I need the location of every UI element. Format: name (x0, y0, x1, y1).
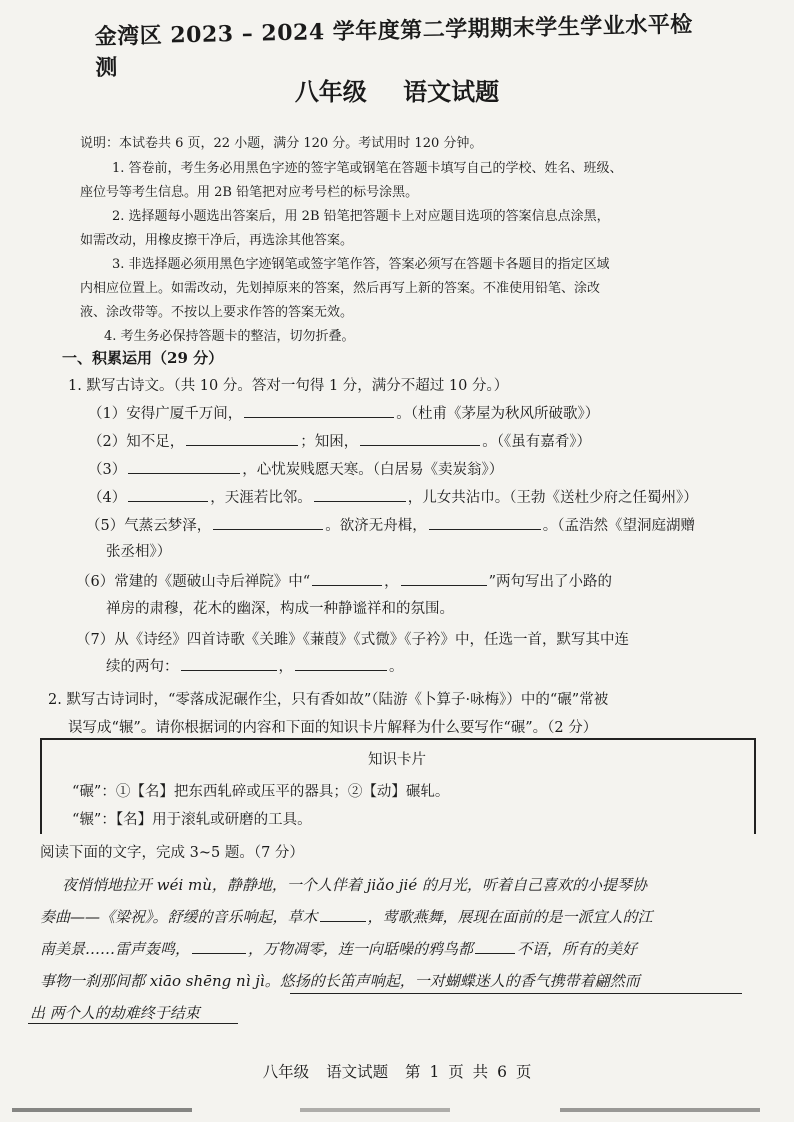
q1-1-text-b: 。（杜甫《茅屋为秋风所破歌》） (396, 406, 600, 422)
passage-line-2 (40, 906, 653, 927)
answer-blank[interactable] (128, 500, 208, 502)
section-1-title: 一、积累运用（29 分） (62, 349, 224, 367)
instructions-intro: 说明：本试卷共 6 页，22 小题，满分 120 分。考试用时 120 分钟。 (80, 136, 483, 151)
q1-5-text-c: 。（孟浩然《望洞庭湖赠 (542, 518, 695, 534)
answer-blank[interactable] (295, 669, 387, 671)
footer-grade: 八年级 (262, 1063, 310, 1081)
q1-7-text-c: ， (278, 659, 293, 675)
instruction-3b: 内相应位置上。如需改动，先划掉原来的答案，然后再写上新的答案。不准使用铅笔、涂改 (80, 281, 601, 296)
q1-6-text-c: ”两句写出了小路的 (488, 574, 613, 590)
instruction-3a: 3. 非选择题必须用黑色字迹钢笔或签字笔作答，答案必须写在答题卡各题目的指定区域 (112, 257, 610, 272)
instruction-1b: 座位号等考生信息。用 2B 铅笔把对应考号栏的标号涂黑。 (80, 185, 419, 200)
answer-blank[interactable] (314, 500, 406, 502)
knowledge-card-title: 知识卡片 (368, 752, 426, 768)
answer-blank[interactable] (181, 669, 277, 671)
answer-blank[interactable] (128, 472, 240, 474)
answer-blank[interactable] (320, 920, 366, 922)
q1-item-7: （7）从《诗经》四首诗歌《关雎》《蒹葭》《式微》《子衿》中，任选一首，默写其中连 (76, 632, 629, 648)
q1-6-text-b: ， (384, 574, 399, 590)
answer-blank[interactable] (312, 584, 382, 586)
subject-label: 语文试题 (403, 77, 500, 106)
q1-3-text-b: ，心忧炭贱愿天寒。（白居易《卖炭翁》） (242, 462, 504, 478)
q1-item-6-cont: 禅房的肃穆，花木的幽深，构成一种静谧祥和的氛围。 (106, 601, 454, 617)
scan-artifact (12, 1108, 192, 1112)
answer-blank[interactable] (244, 416, 394, 418)
q1-1-text-a: （1）安得广厦千万间， (88, 406, 243, 422)
q1-7-text-b: 续的两句： (106, 659, 179, 675)
q1-item-4 (88, 486, 698, 507)
q1-2-text-a: （2）知不足， (88, 434, 185, 450)
scan-artifact (300, 1108, 450, 1112)
q1-stem: 1. 默写古诗文。（共 10 分。答对一句得 1 分，满分不超过 10 分。） (68, 378, 509, 394)
q1-4-text-c: ，儿女共沾巾。（王勃《送杜少府之任蜀州》） (407, 490, 698, 506)
handwritten-underline-2 (28, 1022, 238, 1024)
q1-5-text-b: 。欲济无舟楫， (325, 518, 427, 534)
passage-line-1: 夜悄悄地拉开 wéi mù，静静地，一个人伴着 jiǎo jié 的月光，听着自己喜欢的小提琴协 (62, 876, 647, 894)
answer-blank[interactable] (429, 528, 541, 530)
knowledge-card-line-1: “碾”：①【名】把东西轧碎或压平的器具；②【动】碾轧。 (72, 784, 450, 800)
q2-stem-a: 2. 默写古诗词时，“零落成泥碾作尘，只有香如故”（陆游《卜算子·咏梅》）中的“碾”常被 (48, 692, 609, 708)
grade-label: 八年级 (294, 77, 367, 106)
q1-item-7-cont (106, 655, 404, 676)
q1-5-text-a: （5）气蒸云梦泽， (86, 518, 212, 534)
q1-item-3 (88, 458, 503, 479)
knowledge-card-line-2: “辗”：【名】用于滚轧或研磨的工具。 (72, 812, 312, 828)
answer-blank[interactable] (192, 952, 246, 954)
exam-subtitle (0, 72, 794, 107)
q1-2-text-c: 。（《虽有嘉肴》） (482, 434, 591, 450)
passage-3-text-c: 不语，所有的美好 (517, 940, 638, 958)
q1-item-1 (88, 402, 599, 423)
q1-item-2 (88, 430, 591, 451)
passage-line-4: 事物一刹那间都 xiāo shēng nì jì。悠扬的长笛声响起，一对蝴蝶迷人的香气携带着翩然而 (40, 972, 640, 990)
scan-artifact (560, 1108, 760, 1112)
q1-4-text-a: （4） (88, 490, 127, 506)
footer-subject: 语文试题 (326, 1063, 389, 1081)
passage-3-text-a: 南美景……雷声轰鸣， (40, 940, 191, 958)
passage-2-text-b: ，莺歌燕舞，展现在面前的是一派宜人的江 (367, 908, 653, 926)
q1-item-5 (86, 514, 695, 535)
q1-item-5-cont: 张丞相》） (106, 544, 172, 560)
answer-blank[interactable] (360, 444, 480, 446)
q2-stem-b: 误写成“辗”。请你根据词的内容和下面的知识卡片解释为什么要写作“碾”。（2 分） (68, 720, 598, 736)
answer-blank[interactable] (213, 528, 323, 530)
q1-item-6 (76, 570, 612, 591)
q1-3-text-a: （3） (88, 462, 127, 478)
reading-stem: 阅读下面的文字，完成 3~5 题。（7 分） (40, 845, 304, 861)
handwritten-underline (290, 992, 742, 994)
q1-7-text-d: 。 (389, 659, 404, 675)
answer-blank[interactable] (186, 444, 298, 446)
passage-line-5: 出 两个人的劫难终于结束 (30, 1004, 200, 1022)
instruction-4: 4. 考生务必保持答题卡的整洁，切勿折叠。 (104, 329, 355, 344)
q1-2-text-b: ；知困， (300, 434, 359, 450)
instruction-2b: 如需改动，用橡皮擦干净后，再选涂其他答案。 (80, 233, 354, 248)
q1-6-text-a: （6）常建的《题破山寺后禅院》中“ (76, 574, 311, 590)
q1-4-text-b: ，天涯若比邻。 (210, 490, 312, 506)
instruction-1a: 1. 答卷前，考生务必用黑色字迹的签字笔或钢笔在答题卡填写自己的学校、姓名、班级、 (112, 161, 623, 176)
passage-line-3 (40, 938, 637, 959)
passage-3-text-b: ，万物凋零，连一向聒噪的鸦鸟都 (248, 940, 474, 958)
instruction-2a: 2. 选择题每小题选出答案后，用 2B 铅笔把答题卡上对应题目选项的答案信息点涂黑， (112, 209, 610, 224)
page-footer (0, 1060, 794, 1082)
exam-title: 金湾区 2023 – 2024 学年度第二学期期末学生学业水平检测 (94, 11, 693, 81)
answer-blank[interactable] (475, 952, 515, 954)
instruction-3c: 液、涂改带等。不按以上要求作答的答案无效。 (80, 305, 354, 320)
passage-2-text-a: 奏曲——《梁祝》。舒缓的音乐响起，草木 (40, 908, 318, 926)
answer-blank[interactable] (401, 584, 487, 586)
footer-page-number: 第 1 页 共 6 页 (405, 1063, 532, 1081)
